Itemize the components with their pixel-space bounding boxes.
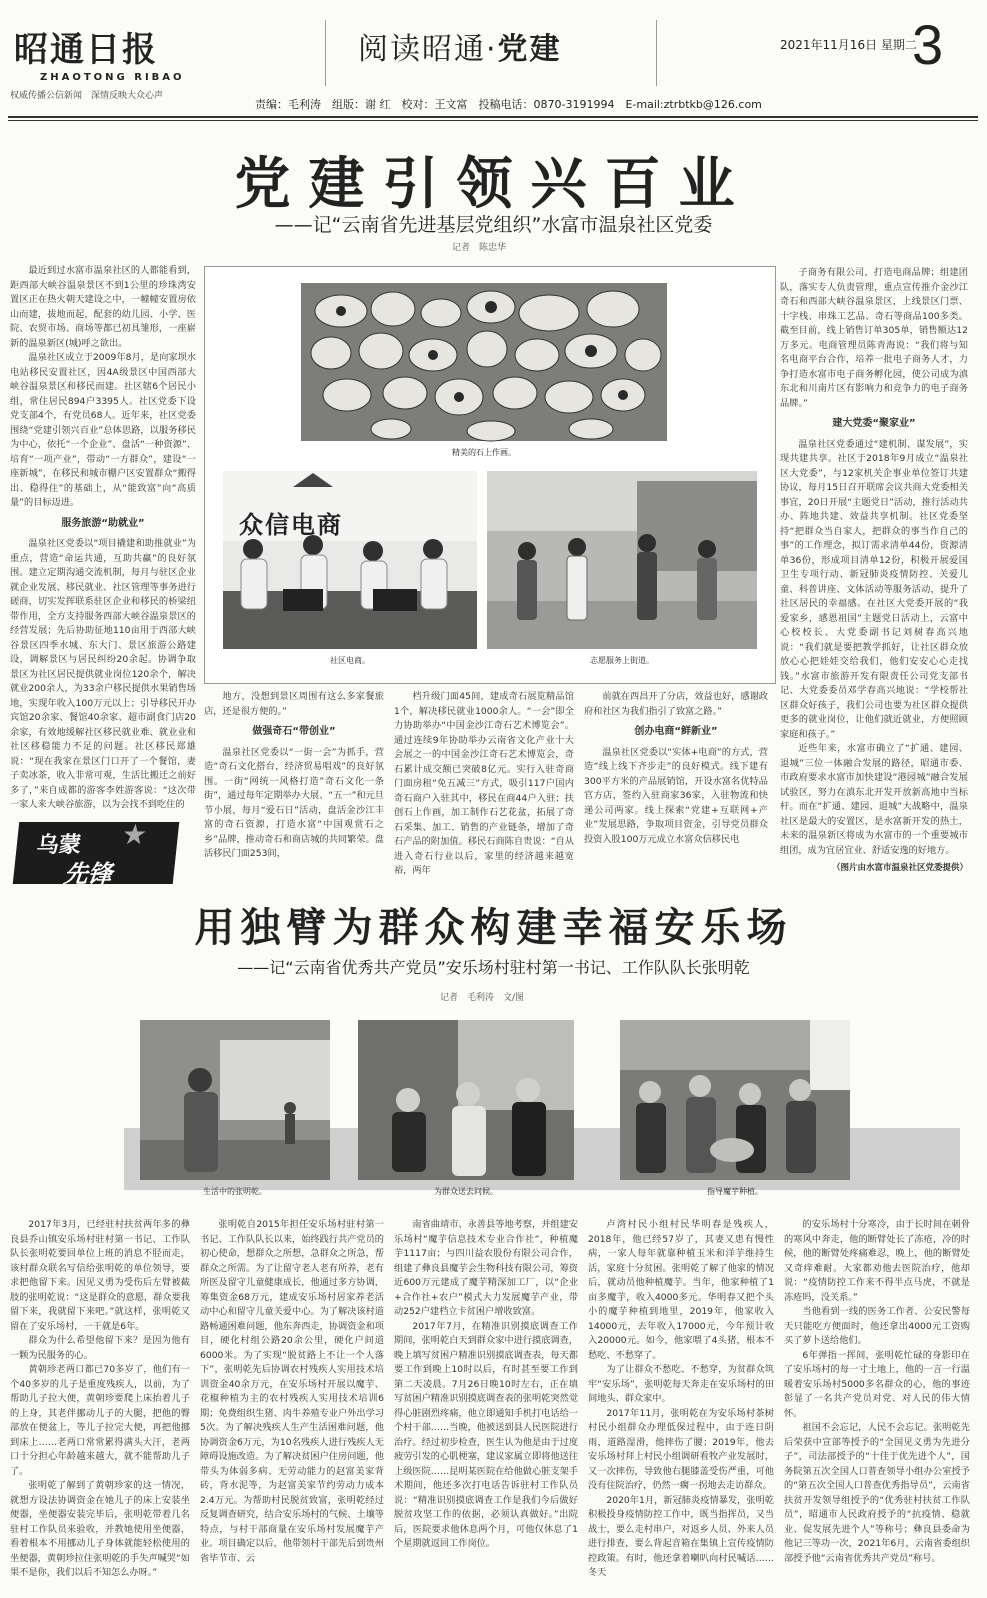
paragraph: 祖国不会忘记，人民不会忘记。张明乾先后荣获中宣部等授予的“全国见义勇为先进分子”，司法部授予的“十佳于优先进个人”，国务院第五次全国人口普查领导小组办公室授予的“第五次全国人口普查优秀指导员”，云南省扶贫开发领导组授予的“优秀驻村扶贫工作队员”，昭通市人民政府授予的“抗疫情、稳就业、促发展先进个人”等称号；彝良县委命为他记三等功一次，2021年6月，云南省委组织部授予他“云南省优秀共产党员”称号。 xyxy=(784,1422,970,1564)
banner-line-2: 先锋 xyxy=(62,860,114,888)
paragraph: 地方，没想到景区周围有这么多家餐旅店，还是很方便的。” xyxy=(204,691,384,717)
section-title: 阅读昭通·党建 xyxy=(358,32,562,67)
paragraph: 最近到过水富市温泉社区的人都能看到，距西部大峡谷温泉景区不到1公里的珍珠湾安置区正在热火朝天建设之中，一幢幢安置房依山而建，拔地而起，配套的幼儿园、小学、医院、农贸市场、商场等都已初具雏形，一座崭新的温泉新区(城)呼之欲出。 xyxy=(10,265,196,349)
article1-subtitle: ——记“云南省先进基层党组织”水富市温泉社区党委 xyxy=(274,214,713,236)
photo-caption: 为群众送去问候。 xyxy=(434,1187,498,1196)
paragraph: 为了让群众不愁吃、不愁穿，为贫群众筑牢“安乐场”，张明乾每天奔走在安乐场村的田间地头、群众家中。 xyxy=(588,1364,774,1404)
ecommerce-illustration xyxy=(223,471,477,649)
paragraph: 温泉社区党委以“项目撬建和助推就业”为重点，营造“命运共通，互助共赢”的良好氛围。建立定期沟通交流机制，每月与驻区企业就企业发展、移民就业、社区管理等事务进行磋商，切实发挥联系驻区企业和移民的桥梁纽带作用，全方支持服务西部大峡谷温泉景区的经营发展；先后协助征地110亩用于西部大峡谷景区四季水城、东大门、景区旅游公路建设，调解景区与居民纠纷20余起。协调争取景区为社区居民提供就业岗位120余个，解决就业200余人，为33余户移民提供水果销售场地，实现年收入100万元以上；引导移民开办宾馆20余家、餐馆40余家、超市副食门店20余家，有效地缓解社区移民就业难、就业业和社区移稳能力不足的问题。社区移民郑雄说：“现在我家在景区门口开了一个餐馆，妻子卖冰茶，收入非常可观，生活比搬迁之前好多了，”来自成都的游客李姓游客说：“这次带一家人来大峡谷旅游，以为会找不到吃住的 xyxy=(10,538,196,810)
paragraph: 当他看到一线的医务工作者、公安民警每天只能吃方便面时，他还拿出4000元工资购买了萝卜送给他们。 xyxy=(784,1306,970,1346)
paragraph: 档升级门面45间，建成奇石展览精品馆1个，解决移民就业1000余人。“一会”即全力协助举办“中国金沙江奇石艺术博览会”。通过连续9年协助举办云南省文化产业十大会展之一的中国金沙江奇石艺术博览会，奇石累计成交额已突破8亿元。实行入驻奇商门面房租“免五减三”方式，吸引117户国内奇石商户入驻其中，移民在商44户入驻；扶创石上作画，加工制作石艺花盆，拓展了奇石采集、加工、销售的产业链条，增加了奇石产品的附加值。移民石商陈自贵说：“自从进入奇石行业以后，家里的经济越来越宽裕，两年 xyxy=(394,691,574,876)
article2-subtitle: ——记“云南省优秀共产党员”安乐场村驻村第一书记、工作队队长张明乾 xyxy=(237,958,750,977)
photo-caption: 志愿服务上街道。 xyxy=(590,656,654,665)
painted-stones-photo xyxy=(301,283,667,441)
paragraph: 6年弹指一挥间，张明乾忙碌的身影印在了安乐场村的每一寸土地上，他的一言一行温暖着安乐场村5000多名群众的心，他的事迹彰显了一名共产党员对党、对人民的伟大情怀。 xyxy=(784,1349,970,1419)
header-rule-thin xyxy=(8,120,978,121)
paragraph: 群众为什么希望他留下来？是因为他有一颗为民服务的心。 xyxy=(10,1335,190,1361)
visit-illustration xyxy=(358,1020,574,1180)
article1-column-4 xyxy=(584,690,768,852)
issue-date: 2021年11月16日 星期二 xyxy=(780,38,917,52)
section-banner xyxy=(13,818,180,888)
banner-line-1: 乌蒙 xyxy=(35,833,83,858)
zhang-life-photo xyxy=(140,1020,330,1180)
paragraph: 温泉社区成立于2009年8月，是向家坝水电站移民安置社区，因4A级景区中国西部大峡谷温泉景区和移民而建。社区辖6个居民小组，常住居民894户3395人。社区党委下设党支部4个，有党员68人。近年来，社区党委围绕“党建引领兴百业”总体思路，以服务移民为中心，依托“一个企业”、盘活“一种资源”、培育“一项产业”，带动“一方群众”，建设“一座新城”，在移民和城市棚户区安置群众“搬得出、稳得住”的基础上，从“能致富”向“高质量”的目标迈进。 xyxy=(10,352,196,508)
volunteer-illustration xyxy=(487,471,757,649)
divider xyxy=(325,20,326,86)
paragraph: 张明乾了解到了黄朝珍家的这一情况，就想方设法协调资金在她儿子的床上安装坐便器，坐便器安装完毕后，张明乾带着几名驻村工作队员来验收，并教她使用坐便器，看着根本不用挪动儿子身体就能轻松使用的坐便器，黄朝珍拉住张明乾的手失声喊哭“如果不是你，我们以后不知怎么办呀。” xyxy=(10,1480,190,1578)
paragraph: 张明乾自2015年担任安乐场村驻村第一书记、工作队队长以来，始终践行共产党员的初心使命，想群众之所想，急群众之所急，帮群众之所需。为了让留守老人老有所养，老有所医及留守儿童健康成长，他通过多方协调，筹集资金68万元，建成安乐场村居家养老活动中心和留守儿童关爱中心。为了解决该村道路畅通困难问题，他东奔西走，协调资金和项目，硬化村组公路20余公里，硬化户间道6000米。为了实现“脱贫路上不让一个人落下”，张明乾先后协调农村残疾人实用技术培训资金40余万元，在安乐场村开展以魔芋、花椒种植为主的农村残疾人实用技术培训6期；免费组织生猪、肉牛养殖专业户外出学习5次。为了解决残疾人生产生活困难问题，他协调资金6万元，为10名残疾人进行残疾人无障碍设施改造。为了解决贫困户住房问题，他带头为体弱多病、无劳动能力的赵富美家背砖，背水泥等，为赵富美家节约劳动力成本2.4万元。为帮助村民脱贫致富，张明乾经过反复调查研究，结合安乐场村的气候、土壤等特点，与村干部商量在安乐场村发展魔芋产业。项目确定以后，他带领村干部先后到贵州省毕节市、云 xyxy=(200,1219,384,1564)
article1-column-1 xyxy=(10,264,196,824)
shop-sign: 众信电商 xyxy=(239,511,343,539)
article1-column-5 xyxy=(780,266,968,873)
photo-credit: （图片由水富市温泉社区党委提供） xyxy=(831,863,968,873)
konjac-guidance-illustration xyxy=(620,1020,850,1180)
divider xyxy=(656,20,657,86)
paragraph: 南省曲靖市、永善县等地考察，并组建安乐场村“魔芋信息技术专业合作社”，种植魔芋1117亩；与四川益农股份有限公司合作，组建了彝良县魔芋会生物科技有限公司，筹资近600万元建成了魔芋精深加工厂，以“企业+合作社+农户”模式大力发展魔芋产业，带动252户建档立卡贫困户增收致富。 xyxy=(394,1219,578,1317)
volunteer-photo xyxy=(487,471,757,649)
star-icon: ★ xyxy=(120,818,149,851)
subhead: 服务旅游“助就业” xyxy=(61,517,145,529)
paragraph: 2017年3月，已经驻村扶贫两年多的彝良县乔山镇安乐场村驻村第一书记、工作队队长张明乾要回单位上班的消息不胫而走，该村群众联名写信给张明乾的单位领导，要求把他留下来。因见义勇为受伤后左臂被截肢的张明乾说：“这是群众的意愿，群众要我留下来，我就留下来吧。”就这样，张明乾又留在了安乐场村，一干就是6年。 xyxy=(10,1219,190,1332)
article1-byline: 记者 陈忠华 xyxy=(452,243,507,253)
photo-caption: 指导魔芋种植。 xyxy=(707,1187,763,1196)
page-number: 3 xyxy=(912,13,944,76)
paragraph: 2017年11月，张明乾在为安乐场村茶树村民小组群众办理低保过程中，由于连日阴雨，道路湿滑，他摔伤了腰；2019年，他去安乐场村拜上村民小组调研看牧产业发展时，又一次摔伤，导致他右腿膝盖受伤严重，可他没有住院治疗，仍然一瘸一拐地去走访群众。 xyxy=(588,1407,774,1491)
photo-caption: 生活中的张明乾。 xyxy=(203,1187,267,1196)
newspaper-slogan: 权威传播公信新闻 深情反映大众心声 xyxy=(10,91,164,101)
paragraph: 温泉社区党委通过“建机制、谋发展”，实现共建共享。社区于2018年9月成立“温泉社区大党委”，与12家机关企事业单位签订共建协议，每月15日召开联席会议共商大党委相关事宜，20日开展“主题党日”活动，推行活动共办、阵地共建、效益共享机制。社区党委坚持“把群众当自家人，把群众的事当作自己的事”的工作理念，拟订需求清单44份，资源清单36份，形成项目清单12份，积极开展爱国卫生专项行动、新冠肺炎疫情防控、关爱儿童、科普讲座、文体活动等服务活动，提升了社区居民的幸福感。在社区大党委开展的“我爱家乡，感恩祖国”主题党日活动上，云富中心校校长、大党委副书记刘树春高兴地说：“我们就是要把教学抓好，让社区群众放放心心把娃娃交给我们，他们安安心心走找钱。”水富市旅游开发有限责任公司党支部书记、大党委委员邓学春高兴地说：“学校帮社区群众好孩子，我们公司也要为社区群众提供更多的就业岗位，让他们就近就业，方便照顾家庭和孩子。” xyxy=(780,438,968,740)
paragraph: 近些年来，水富市确立了“扩通、建园、退城”三位一体融合发展的路径，昭通市委、市政府要求水富市加快建设“港园城”融合发展试验区，努力在滇东北开发开放新高地中当标杆。而在“扩通、建园、退城”大战略中，温泉社区是最大的安置区，是水富新开发的热土，未来的温泉新区将成为水富市的一个重要城市组团，成为宜居宜业、舒适安逸的好地方。 xyxy=(780,743,968,856)
paragraph: 温泉社区党委以“实体+电商”的方式，营造“线上线下齐步走”的良好模式。线下建有300平方米的产品展销馆，开设水富名优特品官方店，签约入驻商家36家，入驻物流和快递公司两家。线上探索“党建+互联网+产业”发展思路，争取项目资金，引导党员群众投资入股100万元成立水富众信移民电 xyxy=(584,746,768,845)
konjac-guidance-photo xyxy=(620,1020,850,1180)
article1-headline: 党建引领兴百业 xyxy=(234,151,753,217)
ecommerce-photo xyxy=(223,471,477,649)
paragraph: 卢湾村民小组村民华明春是残疾人，2018年，他已经57岁了，其妻又患有慢性病，一家人每年就靠种植玉米和洋芋维持生活，家庭十分贫困。张明乾了解了他家的情况后，就动员他种植魔芋。当年，他家种植了1亩多魔芋，收入4000多元。华明春又把个头小的魔芋种植到地里，2019年，他家收入14000元，去年收入17000元，今年预计收入20000元。如今，他家喂了4头猪，根本不愁吃、不愁穿了。 xyxy=(588,1219,774,1361)
header-rule xyxy=(8,116,978,118)
zhang-life-illustration xyxy=(140,1020,330,1180)
newspaper-logo: 昭通日报 xyxy=(14,30,158,70)
subhead: 创办电商“鲜新业” xyxy=(634,726,718,737)
article2-column-3 xyxy=(394,1218,578,1592)
article1-photo-frame xyxy=(204,266,776,684)
article2-headline: 用独臂为群众构建幸福安乐场 xyxy=(194,904,793,951)
article1-column-3 xyxy=(394,690,574,876)
article2-column-5 xyxy=(784,1218,970,1592)
photo-caption: 社区电商。 xyxy=(330,656,370,665)
subhead: 建大党委“聚家业” xyxy=(832,418,916,429)
staff-line: 责编：毛利涛 组版：谢 红 校对：王文富 投稿电话：0870-3191994 E-mail:ztrbtkb@126.com xyxy=(255,98,762,111)
newspaper-logo-en: ZHAOTONG RIBAO xyxy=(40,72,185,83)
paragraph: 2020年1月，新冠肺炎疫情暴发，张明乾积极投身疫情防控工作中，既当指挥员，又当战士，要么走村串户，对返乡人员、外来人员进行排查，要么背起音箱在集镇上宣传疫情防控政策。有时，他还拿着喇叭向村民喊话……冬天 xyxy=(588,1494,774,1578)
paragraph: 黄朝珍老两口都已70多岁了，他们有一个40多岁的儿子是重度残疾人，以前，为了帮助儿子拉大便，黄朝珍要爬上床抬着儿子的上身，其老伴挪动儿子的大腿，把他的臀部放在便盆上，等儿子拉完大便，再把他挪到床上……老两口常常累得满头大汗，老两口十分担心年龄越来越大，就不能帮助儿子了。 xyxy=(10,1364,190,1477)
paragraph: 子商务有限公司，打造电商品牌；组建团队，落实专人负责管理，重点宣传推介金沙江奇石和西部大峡谷温泉景区，上线景区门票、十字栈、串珠工艺品、奇石等商品100多类。截至目前，线上销售订单305单，销售额达12万多元。电商管理员陈青海说：“我们将与知名电商平台合作，培养一批电子商务人才，力争打造水富市电子商务孵化园，使公司成为滇东北和川南片区有影响力和竞争力的电子商务品牌。” xyxy=(780,267,968,409)
photo-caption: 精美的石上作画。 xyxy=(452,448,516,457)
article2-column-4 xyxy=(588,1218,774,1592)
article1-column-2 xyxy=(204,690,384,859)
paragraph: 2017年7月，在精准识别摸底调查工作期间，张明乾白天到群众家中进行摸底调查，晚上填写贫困户精准识别摸底调查表，每天都要工作到晚上10时以后，有时甚至要工作到第二天凌晨。7月26日晚10时左右，正在填写贫困户精准识别摸底调查表的张明乾突然觉得心脏剧烈疼痛，他立即通知手机打电话给一个村干部……当晚，他被送到县人民医院进行治疗。经过初步检查，医生认为他是由于过度疲劳引发的心肌梗塞，建议家属立即将他送往上级医院……昆明某医院在给他做心脏支架手术期间，他还多次打电话告诉驻村工作队员说：“精准识别摸底调查工作是我们今后做好脱贫攻坚工作的依据，必须认真做好。”出院后，医院要求他休息两个月，可他仅休息了1个星期就返回工作岗位。 xyxy=(394,1320,578,1549)
article2-byline: 记者 毛利涛 文/图 xyxy=(440,993,525,1003)
article2-column-2 xyxy=(200,1218,384,1592)
visit-photo xyxy=(358,1020,574,1180)
painted-stones-illustration xyxy=(301,283,667,441)
paragraph: 前就在西昌开了分店，效益也好，感谢政府和社区为我们指引了致富之路。” xyxy=(584,691,768,717)
paragraph: 温泉社区党委以“一街一会”为抓手，营造“奇石文化搭台，经济贸易唱戏”的良好氛围。一街“网统一风格打造”奇石文化一条街”，通过每年定期举办大展、“五一”和元旦节小展，每月“爱石日”活动，盘活金沙江丰富的奇石资源，打造水富“中国观赏石之乡”品牌，推动奇石和商店城的共同繁荣。盘活移民门面253间， xyxy=(204,746,384,859)
subhead: 做强奇石“带创业” xyxy=(252,726,336,737)
paragraph: 的安乐场村十分寒冷，由于长时间在刺骨的寒风中奔走，他的断臂处长了冻疮，冷的时候，他的断臂处疼痛难忍，晚上，他的断臂处又奇痒难耐。大家都劝他去医院治疗，他却说：“疫情防控工作来不得半点马虎，不就是冻疮吗，没关系。” xyxy=(784,1219,970,1303)
article2-column-1 xyxy=(10,1218,190,1592)
